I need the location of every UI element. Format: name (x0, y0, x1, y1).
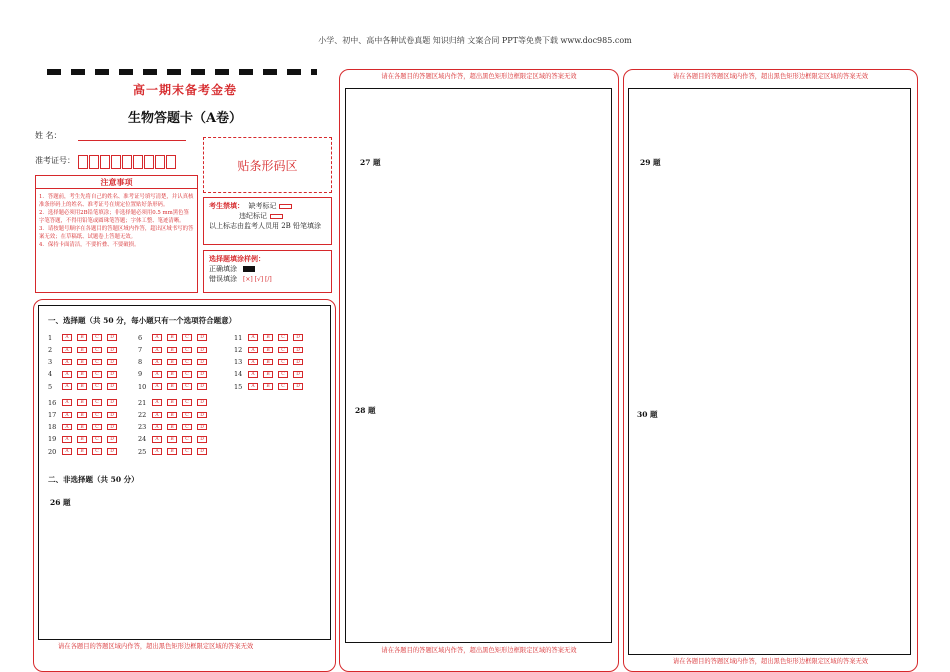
notice-item: 2．选择题必须用2B铅笔填涂；非选择题必须用0.5 mm黑色签字笔答题，不得用铅笔或圆珠笔答题；字体工整、笔迹清晰。 (39, 210, 189, 224)
option-bubble[interactable]: A (62, 383, 72, 390)
question-number: 9 (138, 370, 143, 379)
choice-question-row (48, 398, 122, 407)
notice-item: 1．答题前，考生先将自己的姓名、准考证号填写清楚，并认真核准条形码上的姓名、准考证号在规定位置贴好条形码。 (39, 194, 194, 208)
option-bubble[interactable]: C (182, 412, 192, 419)
middle-bottom-warning: 请在各题目的答题区域内作答，超出黑色矩形边框限定区域的答案无效 (381, 647, 577, 654)
option-bubble[interactable]: B (263, 334, 273, 341)
option-bubble[interactable]: C (182, 424, 192, 431)
notice-body (36, 189, 197, 253)
id-digit-box[interactable] (155, 155, 165, 169)
choice-question-row (48, 333, 122, 342)
choice-question-row (48, 423, 122, 432)
option-bubble[interactable]: D (107, 436, 117, 443)
option-bubble[interactable]: A (152, 371, 162, 378)
question-number: 25 (138, 447, 147, 456)
option-bubble[interactable]: D (293, 347, 303, 354)
question-number: 13 (234, 358, 243, 367)
option-bubble[interactable]: D (197, 399, 207, 406)
option-bubble[interactable]: A (62, 412, 72, 419)
option-bubble[interactable]: C (182, 436, 192, 443)
id-digit-box[interactable] (78, 155, 88, 169)
option-bubble[interactable]: A (62, 399, 72, 406)
option-bubble[interactable]: A (248, 334, 258, 341)
option-bubble[interactable]: B (77, 383, 87, 390)
proctor-instruction: 以上标志由监考人员用 2B 铅笔填涂 (209, 222, 322, 230)
question-number: 16 (48, 398, 57, 407)
question-number: 2 (48, 345, 53, 354)
option-bubble[interactable]: B (263, 371, 273, 378)
correct-fill-label: 正确填涂 (209, 265, 237, 273)
option-bubble[interactable]: D (293, 383, 303, 390)
choice-question-row (138, 447, 212, 456)
option-bubble[interactable]: D (107, 399, 117, 406)
correct-fill-mark (243, 266, 255, 272)
option-bubble[interactable]: A (152, 399, 162, 406)
choice-question-row (138, 423, 212, 432)
option-bubble[interactable]: A (62, 347, 72, 354)
choice-question-row (234, 345, 308, 354)
question-number: 11 (234, 333, 243, 342)
option-bubble[interactable]: C (278, 371, 288, 378)
option-bubble[interactable]: A (152, 383, 162, 390)
option-bubble[interactable]: B (77, 359, 87, 366)
question-30-label: 30 题 (637, 410, 658, 419)
id-digit-box[interactable] (89, 155, 99, 169)
option-bubble[interactable]: D (197, 334, 207, 341)
option-bubble[interactable]: A (62, 448, 72, 455)
option-bubble[interactable]: D (197, 424, 207, 431)
option-bubble[interactable]: D (107, 448, 117, 455)
option-bubble[interactable]: A (62, 424, 72, 431)
option-bubble[interactable]: D (107, 383, 117, 390)
option-bubble[interactable]: C (182, 383, 192, 390)
choice-section-title: 一、选择题（共 50 分，每小题只有一个选项符合题意） (48, 316, 237, 325)
choice-question-row (234, 333, 308, 342)
option-bubble[interactable]: B (77, 399, 87, 406)
sample-title: 选择题填涂样例： (209, 254, 265, 263)
wrong-fill-marks: [×] [√] [/] (243, 276, 272, 283)
option-bubble[interactable]: A (152, 347, 162, 354)
site-header-note: 小学、初中、高中各种试卷真题 知识归纳 文案合同 PPT等免费下载 www.doc985.com (318, 36, 632, 45)
option-bubble[interactable]: A (152, 412, 162, 419)
question-27-label: 27 题 (360, 158, 381, 167)
middle-answer-area[interactable] (345, 88, 612, 643)
choice-question-row (48, 447, 122, 456)
choice-question-row (48, 345, 122, 354)
notice-item: 3．请按题号顺序在各题目的答题区域内作答，超出区域书写的答案无效；在草稿纸、试题卷上答题无效。 (39, 226, 194, 240)
option-bubble[interactable]: D (293, 371, 303, 378)
violation-mark-box[interactable] (270, 214, 283, 219)
option-bubble[interactable]: A (152, 436, 162, 443)
choice-question-row (138, 382, 212, 391)
left-answer-area (38, 305, 331, 640)
question-26-label: 26 题 (50, 498, 71, 507)
option-bubble[interactable]: C (92, 371, 102, 378)
option-bubble[interactable]: B (77, 334, 87, 341)
option-bubble[interactable]: D (197, 359, 207, 366)
question-number: 15 (234, 382, 243, 391)
question-number: 19 (48, 435, 57, 444)
choice-question-row (48, 382, 122, 391)
question-number: 14 (234, 370, 243, 379)
option-bubble[interactable]: A (152, 424, 162, 431)
option-bubble[interactable]: C (182, 347, 192, 354)
option-bubble[interactable]: C (182, 371, 192, 378)
question-number: 5 (48, 382, 53, 391)
middle-top-warning: 请在各题目的答题区域内作答，超出黑色矩形边框限定区域的答案无效 (381, 73, 577, 80)
absent-mark-box[interactable] (279, 204, 292, 209)
option-bubble[interactable]: A (152, 359, 162, 366)
question-number: 21 (138, 398, 147, 407)
id-digit-box[interactable] (111, 155, 121, 169)
choice-question-row (138, 435, 212, 444)
barcode-area (203, 137, 332, 193)
option-bubble[interactable]: B (167, 359, 177, 366)
option-bubble[interactable]: D (293, 334, 303, 341)
choice-question-row (138, 410, 212, 419)
option-bubble[interactable]: C (92, 448, 102, 455)
right-answer-area[interactable] (628, 88, 911, 655)
question-number: 1 (48, 333, 53, 342)
question-number: 8 (138, 358, 143, 367)
option-bubble[interactable]: C (92, 383, 102, 390)
option-bubble[interactable]: A (152, 334, 162, 341)
option-bubble[interactable]: D (107, 359, 117, 366)
option-bubble[interactable]: D (197, 383, 207, 390)
id-number-boxes[interactable] (78, 155, 177, 169)
option-bubble[interactable]: C (182, 448, 192, 455)
option-bubble[interactable]: B (77, 347, 87, 354)
id-digit-box[interactable] (133, 155, 143, 169)
option-bubble[interactable]: A (62, 436, 72, 443)
id-digit-box[interactable] (122, 155, 132, 169)
option-bubble[interactable]: D (107, 371, 117, 378)
choice-question-row (48, 358, 122, 367)
option-bubble[interactable]: D (107, 424, 117, 431)
question-number: 10 (138, 382, 147, 391)
violation-label: 违纪标记 (239, 212, 267, 220)
option-bubble[interactable]: B (167, 448, 177, 455)
option-bubble[interactable]: D (197, 448, 207, 455)
option-bubble[interactable]: A (248, 347, 258, 354)
option-bubble[interactable]: D (107, 412, 117, 419)
option-bubble[interactable]: B (167, 412, 177, 419)
choice-question-row (234, 382, 308, 391)
question-number: 6 (138, 333, 143, 342)
option-bubble[interactable]: C (278, 359, 288, 366)
nonchoice-section-title: 二、非选择题（共 50 分） (48, 475, 139, 484)
left-warning: 请在各题目的答题区域内作答，超出黑色矩形边框限定区域的答案无效 (58, 643, 254, 650)
option-bubble[interactable]: D (197, 347, 207, 354)
proctor-title: 考生禁填： (209, 201, 244, 210)
option-bubble[interactable]: C (278, 334, 288, 341)
option-bubble[interactable]: B (77, 424, 87, 431)
question-number: 22 (138, 410, 147, 419)
option-bubble[interactable]: B (77, 448, 87, 455)
dashed-marker-strip (47, 69, 317, 75)
option-bubble[interactable]: A (152, 448, 162, 455)
notice-item: 4．保持卡面清洁，不要折叠、不要破损。 (39, 242, 140, 248)
fill-sample-box (203, 250, 332, 293)
option-bubble[interactable]: D (107, 334, 117, 341)
right-top-warning: 请在各题目的答题区域内作答，超出黑色矩形边框限定区域的答案无效 (672, 73, 869, 80)
option-bubble[interactable]: B (77, 412, 87, 419)
option-bubble[interactable]: B (167, 347, 177, 354)
notice-title: 注意事项 (36, 176, 197, 189)
question-29-label: 29 题 (640, 158, 661, 167)
option-bubble[interactable]: A (248, 371, 258, 378)
choice-question-row (138, 345, 212, 354)
question-number: 24 (138, 435, 147, 444)
card-title: 生物答题卡（A卷） (127, 111, 243, 126)
option-bubble[interactable]: B (167, 436, 177, 443)
question-number: 4 (48, 370, 53, 379)
choice-question-row (234, 370, 308, 379)
question-number: 12 (234, 345, 243, 354)
option-bubble[interactable]: C (92, 436, 102, 443)
choice-question-row (138, 333, 212, 342)
option-bubble[interactable]: A (62, 334, 72, 341)
option-bubble[interactable]: C (92, 399, 102, 406)
option-bubble[interactable]: A (248, 359, 258, 366)
name-label: 姓 名： (35, 131, 62, 140)
id-digit-box[interactable] (166, 155, 176, 169)
option-bubble[interactable]: B (167, 424, 177, 431)
option-bubble[interactable]: B (167, 371, 177, 378)
choice-question-row (48, 435, 122, 444)
option-bubble[interactable]: B (77, 436, 87, 443)
choice-question-row (48, 370, 122, 379)
choice-question-row (138, 358, 212, 367)
choice-question-row (138, 398, 212, 407)
option-bubble[interactable]: B (167, 383, 177, 390)
option-bubble[interactable]: C (92, 347, 102, 354)
question-number: 3 (48, 358, 53, 367)
option-bubble[interactable]: D (107, 347, 117, 354)
exam-title: 高一期末备考金卷 (132, 83, 237, 97)
option-bubble[interactable]: C (92, 359, 102, 366)
option-bubble[interactable]: C (182, 399, 192, 406)
question-number: 23 (138, 423, 147, 432)
question-number: 20 (48, 447, 57, 456)
wrong-fill-label: 错误填涂 (209, 275, 237, 283)
absent-label: 缺考标记 (248, 202, 277, 210)
question-number: 17 (48, 410, 57, 419)
id-digit-box[interactable] (144, 155, 154, 169)
option-bubble[interactable]: B (167, 399, 177, 406)
id-label: 准考证号： (35, 156, 75, 165)
right-bottom-warning: 请在各题目的答题区域内作答，超出黑色矩形边框限定区域的答案无效 (672, 658, 869, 665)
proctor-only-box (203, 197, 332, 245)
option-bubble[interactable]: A (62, 371, 72, 378)
option-bubble[interactable]: B (263, 383, 273, 390)
notice-box (35, 175, 198, 293)
option-bubble[interactable]: C (182, 334, 192, 341)
option-bubble[interactable]: C (278, 347, 288, 354)
question-28-label: 28 题 (355, 406, 376, 415)
choice-question-row (138, 370, 212, 379)
option-bubble[interactable]: B (167, 334, 177, 341)
id-digit-box[interactable] (100, 155, 110, 169)
option-bubble[interactable]: C (92, 334, 102, 341)
option-bubble[interactable]: D (197, 412, 207, 419)
option-bubble[interactable]: C (92, 424, 102, 431)
option-bubble[interactable]: B (77, 371, 87, 378)
choice-question-row (48, 410, 122, 419)
barcode-label: 贴条形码区 (237, 158, 298, 173)
option-bubble[interactable]: D (293, 359, 303, 366)
option-bubble[interactable]: A (62, 359, 72, 366)
option-bubble[interactable]: B (263, 347, 273, 354)
question-number: 7 (138, 345, 143, 354)
name-field[interactable] (78, 140, 186, 141)
option-bubble[interactable]: A (248, 383, 258, 390)
option-bubble[interactable]: C (182, 359, 192, 366)
option-bubble[interactable]: C (92, 412, 102, 419)
option-bubble[interactable]: D (197, 371, 207, 378)
option-bubble[interactable]: D (197, 436, 207, 443)
question-number: 18 (48, 423, 57, 432)
option-bubble[interactable]: B (263, 359, 273, 366)
option-bubble[interactable]: C (278, 383, 288, 390)
choice-question-row (234, 358, 308, 367)
